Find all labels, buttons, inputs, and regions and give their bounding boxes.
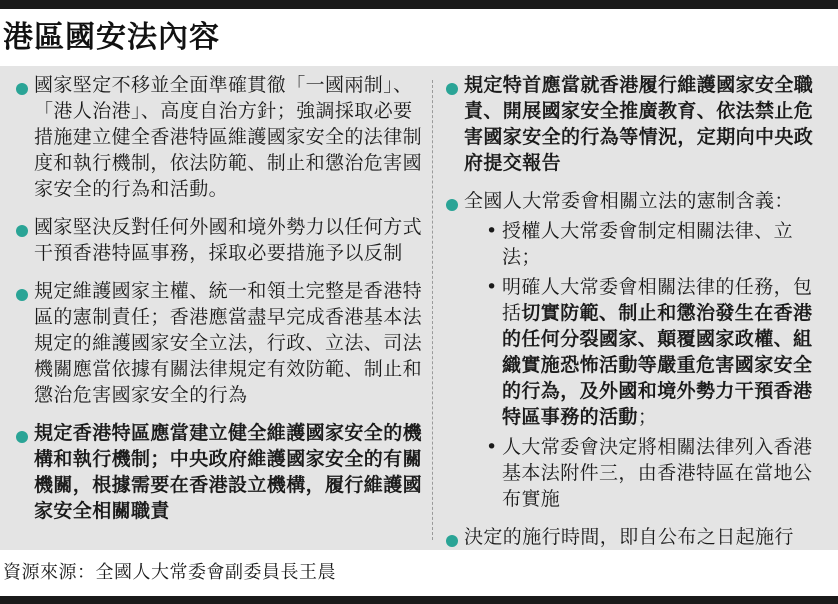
item-text: 國家堅決反對任何外國和境外勢力以任何方式干預香港特區事務，採取必要措施予以反制	[34, 216, 423, 264]
sub-item	[464, 434, 828, 512]
content-panel	[0, 66, 838, 550]
bullet-dot-icon	[16, 83, 28, 95]
top-rule	[0, 0, 838, 9]
list-item	[444, 72, 828, 176]
item-text: 規定香港特區應當建立健全維護國家安全的機構和執行機制；中央政府維護國家安全的有關機關，根據需要在香港設立機構，履行維護國家安全相關職責	[34, 422, 423, 522]
sub-item-text-tail: ；	[637, 406, 658, 428]
sub-item-text: 授權人大常委會制定相關法律、立法；	[502, 220, 794, 268]
sub-item-text-emphasis: 切實防範、制止和懲治發生在香港的任何分裂國家、顛覆國家政權、組織實施恐怖活動等嚴重危害國家安全的行為，及外國和境外勢力干預香港特區事務的活動	[502, 302, 813, 428]
list-item	[14, 420, 424, 524]
list-item	[444, 188, 828, 512]
sub-bullet-icon: •	[486, 436, 498, 458]
sub-item-text-lead: 明確人大常委會相關法律的任務，包括	[502, 276, 813, 324]
sub-bullet-icon: •	[486, 220, 498, 242]
bullet-dot-icon	[16, 289, 28, 301]
item-text: 決定的施行時間，即自公布之日起施行	[464, 526, 794, 548]
item-text: 國家堅定不移並全面準確貫徹「一國兩制」、「港人治港」、高度自治方針；強調採取必要措施建立健全香港特區維護國家安全的法律制度和執行機制，依法防範、制止和懲治危害國家安全的行為和活動。	[34, 74, 423, 200]
column-divider	[432, 80, 433, 540]
list-item	[14, 214, 424, 266]
bullet-dot-icon	[446, 83, 458, 95]
sub-item	[464, 274, 828, 430]
source-note: 資源來源：全國人大常委會副委員長王晨	[3, 562, 336, 583]
item-text: 規定特首應當就香港履行維護國家安全職責、開展國家安全推廣教育、依法禁止危害國家安全的行為等情況，定期向中央政府提交報告	[464, 74, 814, 174]
bullet-dot-icon	[446, 535, 458, 547]
page-title: 港區國安法內容	[3, 20, 220, 55]
bullet-dot-icon	[16, 431, 28, 443]
item-text: 規定維護國家主權、統一和領土完整是香港特區的憲制責任；香港應當盡早完成香港基本法規定的維護國家安全立法，行政、立法、司法機關應當依據有關法律規定有效防範、制止和懲治危害國家安全的行為	[34, 280, 423, 406]
list-item	[444, 524, 828, 550]
bottom-rule	[0, 596, 838, 604]
right-column	[444, 72, 828, 562]
sub-bullet-icon: •	[486, 276, 498, 298]
list-item	[14, 278, 424, 408]
sub-item	[464, 218, 828, 270]
left-column	[14, 72, 424, 536]
item-text: 全國人大常委會相關立法的憲制含義：	[464, 190, 794, 212]
sub-item-text: 人大常委會決定將相關法律列入香港基本法附件三，由香港特區在當地公布實施	[502, 436, 813, 510]
sub-item-text	[502, 274, 828, 430]
list-item	[14, 72, 424, 202]
bullet-dot-icon	[446, 199, 458, 211]
bullet-dot-icon	[16, 225, 28, 237]
